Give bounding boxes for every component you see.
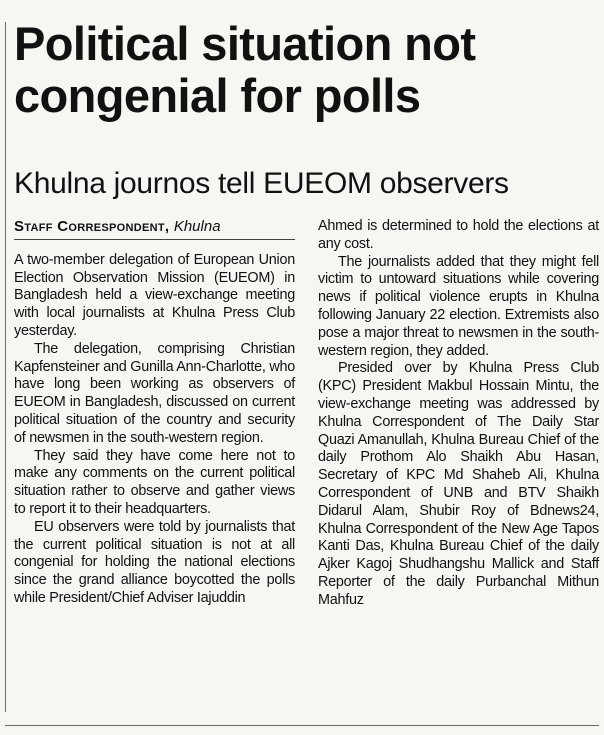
article-paragraph: The delegation, comprising Christian Kapfensteiner and Gunilla Ann-Charlotte, who have long been working as observers of EUEOM in Bangladesh, discussed on current political situation of the country and security of newsmen in the south-western region.	[14, 340, 295, 446]
article-paragraph: Ahmed is determined to hold the elections at any cost.	[318, 218, 599, 252]
article-column-left	[14, 218, 295, 608]
subheadline: Khulna journos tell EUEOM observers	[14, 167, 509, 200]
article-paragraph: Presided over by Khulna Press Club (KPC) President Makbul Hossain Mintu, the view-exchange meeting was addressed by Khulna Correspondent of The Daily Star Quazi Amanullah, Khulna Bureau Chief of the daily Prothom Alo Shaikh Abu Hasan, Secretary of KPC Md Shaheb Ali, Khulna Correspondent of UNB and BTV Shaikh Didarul Alam, Shubir Roy of Bdnews24, Khulna Correspondent of the New Age Tapos Kanti Das, Khulna Bureau Chief of the daily Ajker Kagoj Shudhangshu Mallick and Staff Reporter of the daily Purbanchal Mithun Mahfuz	[318, 360, 599, 608]
byline-location: Khulna	[173, 218, 221, 235]
article-paragraph: The journalists added that they might fell victim to untoward situations while covering news if political violence erupts in Khulna following January 22 election. Extremists also pose a major threat to newsmen in the south-western region, they added.	[318, 253, 599, 359]
headline: Political situation not congenial for polls	[14, 17, 476, 122]
article-paragraph: EU observers were told by journalists that the current political situation is not at all congenial for holding the national elections since the grand alliance boycotted the polls while President/Chief Adviser Iajuddin	[14, 518, 295, 606]
left-column-rule	[5, 22, 6, 712]
article-column-right	[318, 218, 599, 610]
article-paragraph: They said they have come here not to make any comments on the current political situation rather to observe and gather views to report it to their headquarters.	[14, 447, 295, 517]
byline-author: Staff Correspondent,	[14, 218, 170, 235]
article-paragraph: A two-member delegation of European Union Election Observation Mission (EUEOM) in Bangladesh held a view-exchange meeting with local journalists at Khulna Press Club yesterday.	[14, 251, 295, 339]
bottom-rule	[5, 725, 599, 726]
byline	[14, 218, 295, 240]
